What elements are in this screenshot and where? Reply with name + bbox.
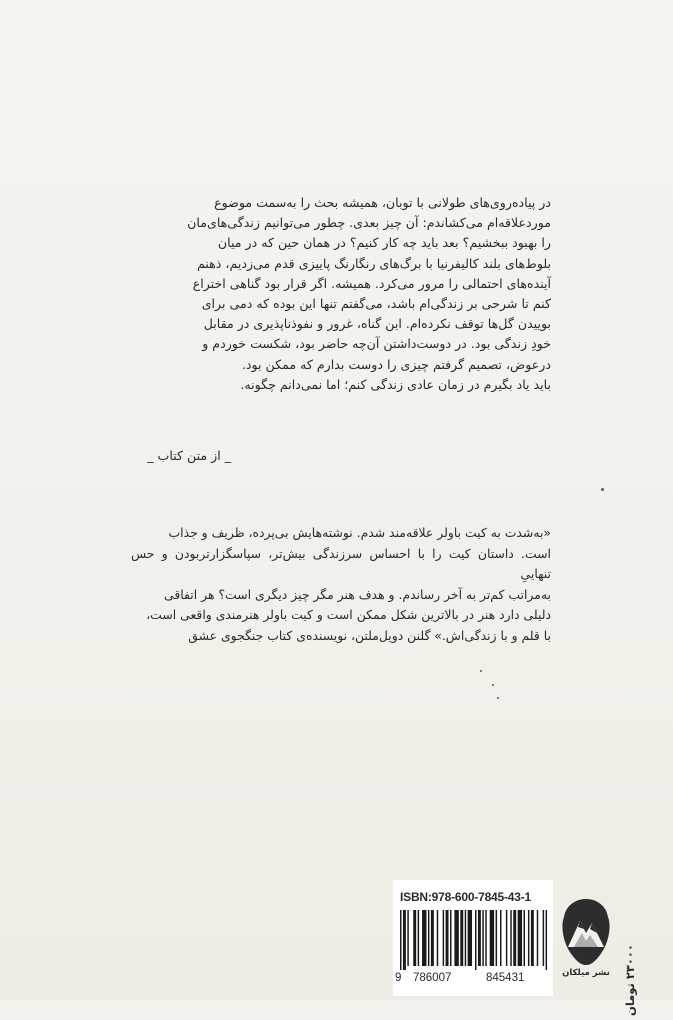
barcode-bar — [496, 910, 497, 966]
barcode-bar — [465, 910, 466, 966]
excerpt-line: بلوط‌های بلند کالیفرنیا با برگ‌های رنگارنگ پاییزی قدم می‌زدیم، ذهنم — [196, 255, 551, 271]
barcode-bar — [443, 910, 444, 966]
quote-line: است. داستان کیت را با احساس سرزندگی بیش‌تر، سپاسگزارتربودن و حس تنهاییِ — [131, 545, 551, 582]
barcode-bar — [413, 910, 416, 966]
barcode-bar — [468, 910, 472, 966]
price-text: ۲۳۰۰۰ تومان — [623, 944, 637, 1016]
barcode-bar — [524, 910, 525, 966]
price-label — [618, 940, 642, 1020]
excerpt-source: _ از متن کتاب _ — [147, 448, 231, 463]
barcode-bar — [478, 910, 481, 966]
barcode-bar — [446, 910, 449, 966]
barcode-digits — [393, 972, 553, 988]
excerpt-line: خودِ زندگی بود. در دوست‌داشتن آن‌چه حاضر بود، شکست خوردم و — [202, 336, 551, 352]
excerpt-line: در پیاده‌روی‌های طولانی با توبان، همیشه بحث را به‌سمت موضوع — [214, 195, 551, 210]
barcode-bar — [518, 910, 522, 966]
barcode-bar — [546, 910, 547, 970]
barcode-bar — [506, 910, 507, 966]
barcode-bar — [531, 910, 534, 966]
barcode-bar — [490, 910, 494, 966]
barcode-bar — [485, 910, 486, 966]
endorsement-quote — [131, 523, 551, 647]
barcode-bar — [422, 910, 426, 966]
quote-line: «به‌شدت به کیت باولر علاقه‌مند شدم. نوشته‌هایش بی‌پرده، ظریف و جذاب — [168, 525, 551, 540]
excerpt-line: باید یاد بگیرم در زمان عادی زندگی کنم؛ اما نمی‌دانم چگونه. — [240, 376, 551, 392]
barcode-bar — [437, 910, 438, 966]
mountain-logo-icon — [560, 897, 612, 967]
quote-line: با قلم و با زندگی‌اش.» گلنن دویل‌ملتن، نویسنده‌ی کتاب جنگجوی عشق — [188, 627, 551, 643]
barcode-bar — [528, 910, 529, 966]
barcode-bar — [418, 910, 419, 966]
barcode-bar — [428, 910, 429, 966]
quote-line: دلیلی دارد هنر در بالاترین شکل ممکن است و کیت باولر هنرمندی واقعی است، — [146, 607, 551, 623]
barcode-bar — [407, 910, 408, 966]
barcode-bar — [454, 910, 458, 966]
barcode-bar — [537, 910, 538, 966]
excerpt-line: آینده‌های احتمالی را مرور می‌کرد. همیشه. اگر قرار بود گناهی اختراع — [192, 275, 551, 291]
barcode-bar — [403, 910, 406, 970]
excerpt-line: کنم تا شرحی بر زندگی‌ام باشد، می‌گفتم تنها این بوده که دمی برای — [201, 296, 551, 312]
isbn-label: ISBN:978-600-7845-43-1 — [400, 890, 532, 904]
barcode-bar — [475, 910, 476, 970]
barcode-bar — [450, 910, 451, 966]
barcode-bar — [513, 910, 516, 966]
excerpt-line: درعوض، تصمیم گرفتم چیزی را دوست بدارم که ممکن بود. — [241, 356, 551, 372]
excerpt-line: موردعلاقه‌ام می‌کشاندم: آن چیز بعدی. چطور می‌توانیم زندگی‌های‌مان — [187, 215, 551, 231]
barcode-bar — [500, 910, 501, 966]
barcode-bar — [543, 910, 544, 966]
barcode-bar — [482, 910, 483, 966]
barcode-digit-lead: 9 — [395, 972, 402, 984]
barcode-bar — [400, 910, 401, 970]
barcode-bar — [431, 910, 434, 966]
book-excerpt — [133, 193, 551, 395]
barcode-digit-group: 845431 — [486, 972, 525, 984]
barcode-bar — [510, 910, 511, 966]
excerpt-line: بوییدن گل‌ها توقف نکرده‌ام. این گناه، غرور و نفوذناپذیری در مقابل — [203, 316, 551, 332]
publisher-name: نشر میلکان — [562, 968, 610, 978]
barcode-digit-group: 786007 — [413, 972, 452, 984]
excerpt-line: را بهبود ببخشیم؟ بعد باید چه کار کنیم؟ در همان حین که در میان — [217, 235, 551, 251]
barcode-bar — [460, 910, 463, 966]
barcode — [400, 910, 550, 970]
quote-line: به‌مراتب کم‌تر به آخر رساندم. و هدف هنر مگر چیز دیگری است؟ هر اتفاقی — [164, 586, 551, 602]
